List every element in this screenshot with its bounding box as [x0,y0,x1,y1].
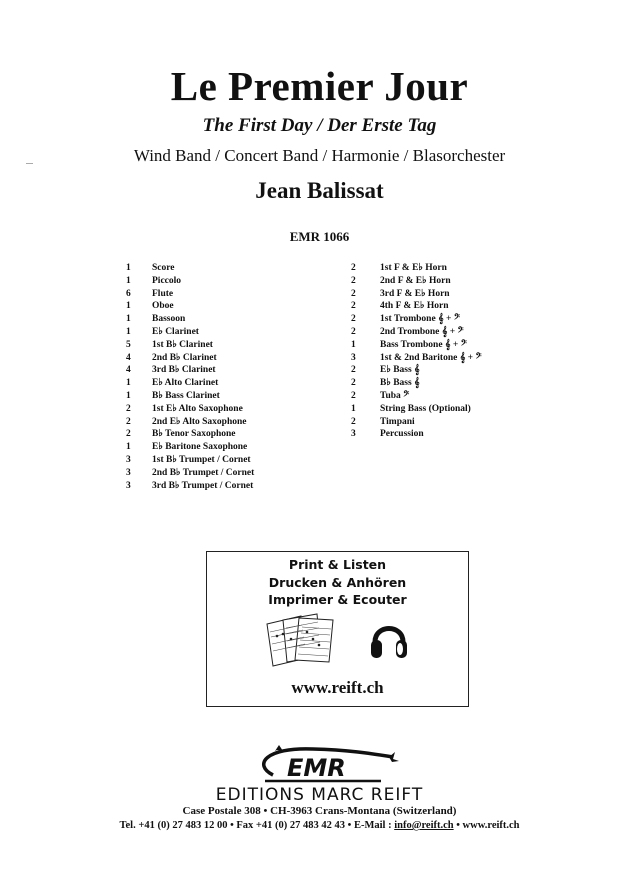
instrument-name: 2nd E♭ Alto Saxophone [152,416,247,427]
instrument-row [126,390,254,403]
instrument-name: 4th F & E♭ Horn [380,301,449,312]
instrument-qty: 2 [351,301,356,312]
instrument-name: E♭ Clarinet [152,326,199,337]
instrument-row [351,275,482,288]
print-listen-en: Print & Listen [288,557,387,572]
instrument-row [126,441,254,454]
instrument-name: 3rd F & E♭ Horn [380,288,450,299]
instrument-name: 1st E♭ Alto Saxophone [152,403,243,414]
instrument-row [351,313,482,326]
instrument-qty: 1 [126,301,131,312]
instrument-row [126,262,254,275]
instrument-name: 2nd Trombone 𝄞 + 𝄢 [380,326,464,337]
instrument-name: 2nd B♭ Trumpet / Cornet [152,467,255,478]
instrument-qty: 4 [126,352,131,363]
instrument-row [126,275,254,288]
instrument-qty: 1 [126,263,131,273]
instrument-qty: 2 [351,275,356,286]
instrument-row [351,364,482,377]
print-listen-box [206,551,469,707]
instrument-row [351,326,482,339]
instrument-qty: 2 [351,378,356,389]
instrument-row [126,454,254,467]
instrument-row [126,364,254,377]
instrument-qty: 2 [351,314,356,325]
headphones-icon [369,614,409,664]
instrument-qty: 4 [126,365,131,376]
instrument-row [351,428,482,441]
instrument-name: 2nd B♭ Clarinet [152,352,217,363]
instrument-row [351,288,482,301]
instrument-qty: 5 [126,339,131,350]
print-listen-de: Drucken & Anhören [268,575,407,590]
instrument-qty: 1 [126,378,131,389]
instrumentation-right [351,262,482,441]
email-link[interactable]: info@reift.ch [394,820,454,831]
instrument-row [126,428,254,441]
instrument-name: E♭ Bass 𝄞 [380,365,420,376]
instrument-name: Flute [152,288,174,299]
instrument-qty: 3 [351,352,356,363]
instrument-qty: 6 [126,288,131,299]
instrument-qty: 3 [351,429,356,440]
instrument-name: 3rd B♭ Trumpet / Cornet [152,480,254,491]
instrument-name: Tuba 𝄢 [380,390,410,401]
instrument-name: Score [152,263,175,273]
instrument-name: Timpani [380,416,415,427]
print-listen-fr: Imprimer & Ecouter [268,592,407,607]
instrument-row [126,467,254,480]
instrument-qty: 1 [126,390,131,401]
instrument-name: B♭ Bass 𝄞 [380,378,420,389]
instrument-row [126,377,254,390]
instrument-row [126,480,254,493]
publisher-contact [0,820,639,831]
instrument-qty: 1 [351,339,356,350]
instrument-qty: 2 [351,416,356,427]
instrument-name: Bass Trombone 𝄞 + 𝄢 [380,339,467,350]
instrument-row [126,300,254,313]
instrument-name: E♭ Alto Clarinet [152,378,219,389]
instrument-qty: 2 [126,416,131,427]
instrument-qty: 2 [351,288,356,299]
instrument-qty: 1 [126,326,131,337]
emr-logo [253,743,403,785]
instrument-qty: 1 [126,275,131,286]
instrument-row [126,313,254,326]
instrument-row [126,416,254,429]
instrument-row [126,403,254,416]
instrument-row [351,262,482,275]
instrument-name: Bassoon [152,314,186,325]
instrument-name: 1st F & E♭ Horn [380,263,447,273]
instrument-row [351,300,482,313]
instrument-name: 2nd F & E♭ Horn [380,275,451,286]
instrument-row [351,403,482,416]
instrument-qty: 3 [126,480,131,491]
contact-website: • www.reift.ch [453,820,520,831]
instrument-qty: 1 [126,314,131,325]
instrument-qty: 2 [351,365,356,376]
instrument-name: 3rd B♭ Clarinet [152,365,216,376]
instrument-qty: 2 [126,429,131,440]
instrument-row [126,326,254,339]
instrument-row [126,352,254,365]
instrument-row [351,416,482,429]
instrument-name: B♭ Bass Clarinet [152,390,220,401]
publisher-address: Case Postale 308 • CH-3963 Crans-Montana (Switzerland) [182,805,457,817]
instrument-name: String Bass (Optional) [380,403,471,414]
composer: Jean Balissat [255,178,384,203]
instrument-name: Piccolo [152,275,182,286]
page-title: Le Premier Jour [170,63,469,109]
instrument-name: 1st & 2nd Baritone 𝄞 + 𝄢 [380,352,482,363]
instrument-name: B♭ Tenor Saxophone [152,429,236,440]
instrument-row [351,390,482,403]
band-types: Wind Band / Concert Band / Harmonie / Blasorchester [133,146,506,165]
instrument-name: Percussion [380,429,424,440]
instrument-name: 1st B♭ Trumpet / Cornet [152,454,251,465]
instrument-row [126,339,254,352]
instrument-qty: 2 [126,403,131,414]
instrument-name: 1st B♭ Clarinet [152,339,213,350]
instrumentation-left [126,262,254,492]
instrument-row [351,352,482,365]
emr-logo-text: EMR [287,754,346,782]
publisher-name: EDITIONS MARC REIFT [215,785,424,805]
instrument-qty: 2 [351,326,356,337]
instrument-qty: 2 [351,263,356,273]
instrument-qty: 3 [126,467,131,478]
website-link[interactable]: www.reift.ch [291,678,384,697]
sheet-music-icon [261,610,341,672]
catalog-number: EMR 1066 [289,229,350,244]
instrument-row [351,377,482,390]
subtitle: The First Day / Der Erste Tag [202,115,437,136]
instrument-qty: 2 [351,390,356,401]
instrument-name: E♭ Baritone Saxophone [152,442,248,453]
instrument-qty: 1 [126,442,131,453]
contact-phone-fax: Tel. +41 (0) 27 483 12 00 • Fax +41 (0) 27 483 42 43 • E-Mail : [119,820,395,831]
instrument-name: Oboe [152,301,174,312]
instrument-qty: 1 [351,403,356,414]
instrument-qty: 3 [126,454,131,465]
instrument-name: 1st Trombone 𝄞 + 𝄢 [380,314,460,325]
instrument-row [126,288,254,301]
instrument-row [351,339,482,352]
